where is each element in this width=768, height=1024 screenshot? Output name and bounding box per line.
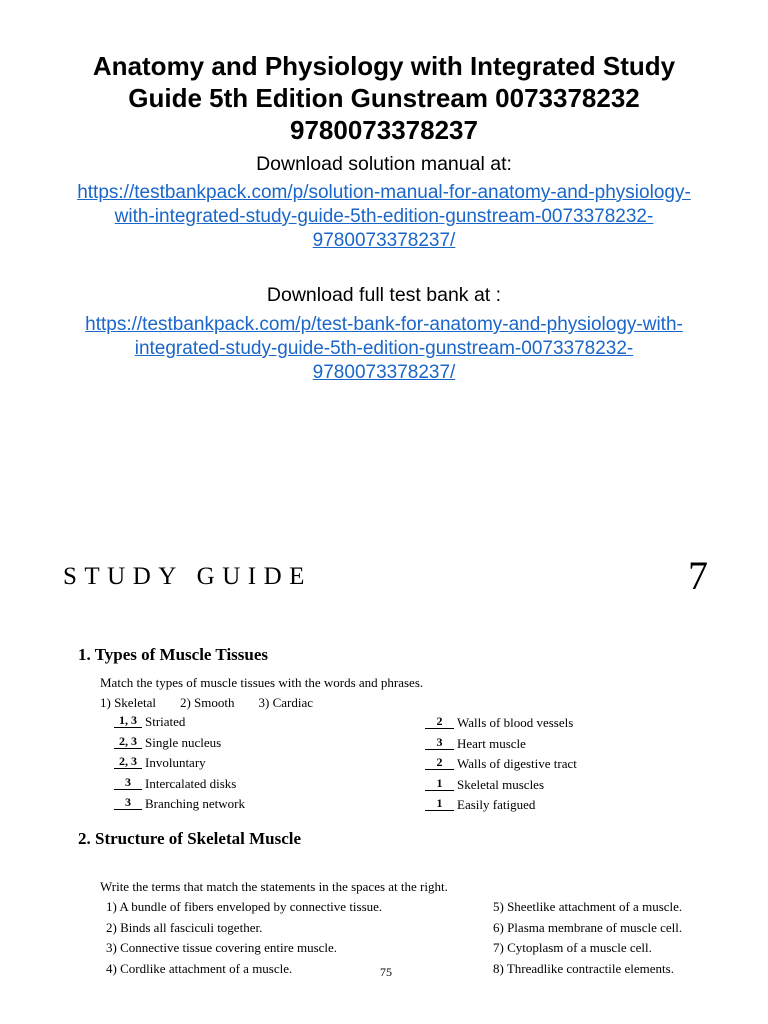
item-text: Easily fatigued bbox=[457, 797, 536, 813]
answer-blank[interactable]: 2, 3 bbox=[114, 755, 142, 769]
link-line: 9780073378237/ bbox=[312, 230, 456, 251]
matching-item bbox=[425, 736, 577, 757]
statement-item: 2) Binds all fasciculi together. bbox=[106, 919, 263, 935]
statement-item: 4) Cordlike attachment of a muscle. bbox=[106, 961, 293, 977]
matching-item bbox=[114, 755, 245, 776]
answer-blank[interactable]: 2 bbox=[425, 715, 454, 729]
muscle-type-label: 3) Cardiac bbox=[258, 695, 314, 710]
item-text: Walls of digestive tract bbox=[457, 756, 577, 772]
section-instruction: Write the terms that match the statements in the spaces at the right. bbox=[100, 879, 448, 894]
muscle-type-label: 1) Skeletal bbox=[100, 695, 156, 710]
answer-blank[interactable]: 1, 3 bbox=[114, 714, 142, 728]
link-line: with-integrated-study-guide-5th-edition-gunstream-0073378232- bbox=[114, 206, 654, 227]
item-text: Walls of blood vessels bbox=[457, 715, 574, 730]
section-title-muscle-types: 1. Types of Muscle Tissues bbox=[78, 645, 269, 664]
link-line: 9780073378237/ bbox=[312, 362, 456, 383]
statement-list-right bbox=[493, 899, 682, 982]
answer-blank[interactable]: 1 bbox=[425, 797, 454, 811]
matching-list-left bbox=[114, 714, 245, 817]
page-number: 75 bbox=[380, 965, 392, 979]
statement-item: 7) Cytoplasm of a muscle cell. bbox=[493, 940, 652, 956]
muscle-type-label: 2) Smooth bbox=[179, 695, 235, 710]
title-line: 9780073378237 bbox=[290, 115, 478, 145]
matching-item bbox=[114, 735, 245, 756]
answer-blank[interactable]: 3 bbox=[114, 776, 142, 790]
item-text: Involuntary bbox=[145, 755, 206, 771]
statement-item: 6) Plasma membrane of muscle cell. bbox=[493, 919, 683, 935]
muscle-type-key bbox=[100, 695, 313, 711]
item-text: Branching network bbox=[145, 796, 246, 812]
matching-item bbox=[114, 796, 245, 817]
matching-item bbox=[425, 756, 577, 777]
matching-item bbox=[114, 714, 245, 735]
link-line: https://testbankpack.com/p/solution-manual-for-anatomy-and-physiology- bbox=[77, 182, 691, 203]
title-line: Anatomy and Physiology with Integrated Study bbox=[92, 51, 676, 81]
answer-blank[interactable]: 3 bbox=[425, 736, 454, 750]
solution-manual-label: Download solution manual at: bbox=[256, 153, 512, 175]
study-guide-heading: STUDY GUIDE bbox=[63, 563, 312, 590]
test-bank-link[interactable] bbox=[40, 313, 728, 385]
statement-item: 5) Sheetlike attachment of a muscle. bbox=[493, 899, 683, 914]
document-header bbox=[40, 50, 728, 385]
matching-item bbox=[425, 777, 577, 798]
statement-item: 1) A bundle of fibers enveloped by connective tissue. bbox=[106, 899, 383, 914]
item-text: Skeletal muscles bbox=[457, 776, 545, 792]
answer-blank[interactable]: 1 bbox=[425, 777, 454, 791]
link-line: integrated-study-guide-5th-edition-gunstream-0073378232- bbox=[134, 338, 634, 359]
item-text: Striated bbox=[145, 714, 186, 729]
matching-item bbox=[425, 797, 577, 818]
item-text: Single nucleus bbox=[145, 734, 222, 750]
matching-item bbox=[114, 776, 245, 797]
item-text: Heart muscle bbox=[457, 735, 526, 751]
statement-item: 8) Threadlike contractile elements. bbox=[493, 961, 674, 977]
answer-blank[interactable]: 3 bbox=[114, 796, 142, 810]
answer-blank[interactable]: 2 bbox=[425, 756, 454, 770]
answer-blank[interactable]: 2, 3 bbox=[114, 735, 142, 749]
link-line: https://testbankpack.com/p/test-bank-for-anatomy-and-physiology-with- bbox=[85, 314, 683, 335]
test-bank-label: Download full test bank at : bbox=[266, 284, 502, 306]
section-title-skeletal-structure: 2. Structure of Skeletal Muscle bbox=[78, 829, 302, 848]
matching-item bbox=[425, 715, 577, 736]
document-title bbox=[40, 50, 728, 146]
matching-list-right bbox=[425, 715, 577, 818]
solution-manual-link[interactable] bbox=[40, 181, 728, 253]
statement-item: 3) Connective tissue covering entire muscle. bbox=[106, 940, 338, 956]
item-text: Intercalated disks bbox=[145, 775, 237, 791]
title-line: Guide 5th Edition Gunstream 0073378232 bbox=[128, 83, 640, 113]
chapter-number: 7 bbox=[688, 553, 708, 598]
section-instruction: Match the types of muscle tissues with the words and phrases. bbox=[100, 675, 424, 690]
statement-list-left bbox=[106, 899, 382, 982]
